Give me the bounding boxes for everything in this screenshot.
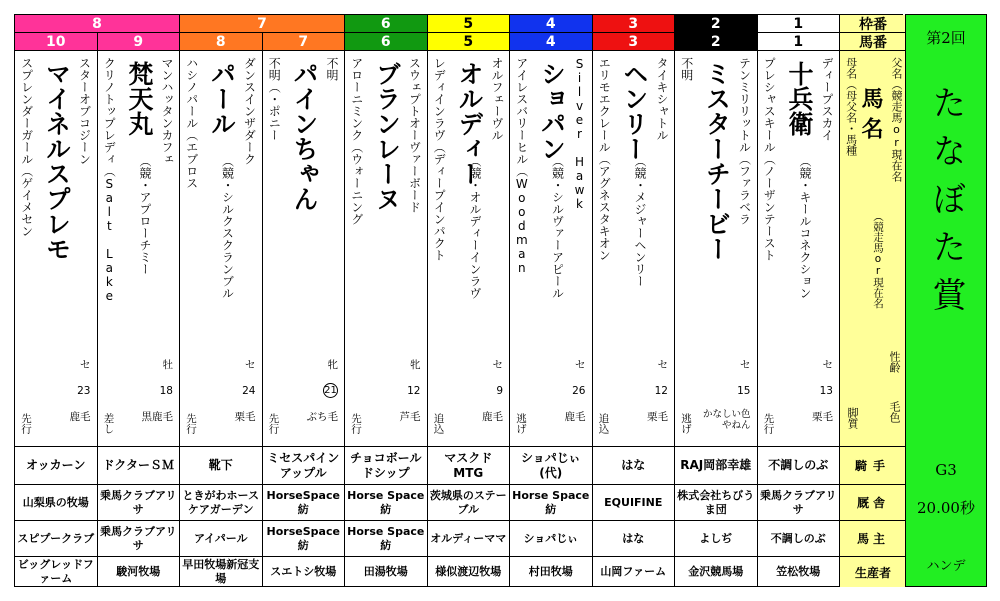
horse-father: Silver Hawk [572, 57, 587, 211]
horse-coat: 黒鹿毛 [141, 411, 173, 423]
horse-style: 先行 [185, 413, 197, 434]
umaban: 6 [345, 33, 428, 51]
umaban: 3 [593, 33, 676, 51]
jockey-cell: 靴下 [180, 447, 263, 485]
label-umaban: 馬番 [840, 33, 907, 51]
owner-cell: スピプークラブ [15, 521, 98, 557]
horse-sex: セ [492, 359, 503, 371]
horse-name: パインちゃん [290, 61, 319, 211]
horse-mother: 不明 [679, 57, 694, 81]
stable-cell: ときがわホースケアガーデン [180, 485, 263, 521]
horse-name: ブランレーヌ [372, 61, 402, 211]
stable-cell: 茨城県のステーブル [428, 485, 511, 521]
horse-column [98, 51, 181, 447]
breeder-cell: ビッグレッドファーム [15, 557, 98, 587]
horse-column [263, 51, 346, 447]
horse-style: 逃げ [515, 413, 527, 434]
horse-mother: アイレスバリーヒル（Woodman [514, 57, 529, 275]
horse-coat: 鹿毛 [482, 411, 503, 423]
horse-sex: セ [657, 359, 668, 371]
horse-mother: クリノトップレディ（Salt Lake [102, 57, 117, 303]
horse-column [758, 51, 841, 447]
waku-number: 5 [428, 15, 511, 33]
owner-cell: アイパール [180, 521, 263, 557]
breeder-cell: 様似渡辺牧場 [428, 557, 511, 587]
horse-age: 24 [242, 385, 256, 397]
label-owner: 馬主 [840, 521, 907, 557]
horse-name: オルディー [455, 61, 484, 186]
label-main [840, 51, 907, 447]
horse-mother: アローニミンク（ウォーニング [349, 57, 364, 225]
horse-name-sub: （競・オルディーインラヴ [468, 155, 482, 299]
label-breeder: 生産者 [840, 557, 907, 587]
horse-age: 18 [159, 385, 173, 397]
breeder-cell: 田湯牧場 [345, 557, 428, 587]
horse-age: 15 [737, 385, 751, 397]
race-name: たなぼた賞 [926, 85, 966, 325]
horse-column [15, 51, 98, 447]
breeder-cell: 早田牧場新冠支場 [180, 557, 263, 587]
horse-mother: スプレンダーガール（ゲイメセン [19, 57, 34, 237]
label-color: 毛色 [888, 401, 901, 423]
horse-style: 追込 [432, 413, 445, 434]
waku-number: 3 [593, 15, 676, 33]
horse-coat: 芦毛 [399, 411, 421, 423]
breeder-cell: 金沢競馬場 [675, 557, 758, 587]
jockey-cell: RAJ岡部幸雄 [675, 447, 758, 485]
waku-number: 6 [345, 15, 428, 33]
horse-style: 先行 [762, 413, 775, 434]
waku-number: 4 [510, 15, 593, 33]
horse-coat: 鹿毛 [69, 411, 91, 423]
horse-sex: セ [740, 359, 751, 371]
horse-father: ダンスインザダーク [242, 57, 257, 165]
horse-coat: 栗毛 [234, 411, 256, 423]
horse-name: マイネルスプレモ [42, 61, 72, 261]
horse-name: 梵天丸 [125, 61, 154, 136]
race-time: 20.00秒 [917, 499, 975, 517]
horse-mother: ハシノパール（エブロス [184, 57, 199, 189]
race-round: 第2回 [926, 29, 966, 47]
owner-cell: HorseSpace紡 [263, 521, 346, 557]
horse-column [180, 51, 263, 447]
breeder-cell: 村田牧場 [510, 557, 593, 587]
label-father: 父名（競走馬or現在名 [890, 57, 903, 182]
horse-style: 差し [102, 413, 115, 434]
horse-name: ショパン [537, 61, 567, 161]
umaban: 5 [428, 33, 511, 51]
waku-number: 1 [758, 15, 841, 33]
horse-column [675, 51, 758, 447]
horse-sex: セ [575, 359, 586, 371]
horse-mother: エリモエクレール（アグネスタキオン [597, 57, 612, 261]
umaban: 10 [15, 33, 98, 51]
horse-sex: 牡 [162, 359, 173, 371]
horse-column [593, 51, 676, 447]
label-style: 脚質 [846, 407, 859, 429]
horse-father: テンミリリットル（ファラベラ [737, 57, 752, 225]
horse-coat: 栗毛 [812, 411, 833, 423]
horse-name: ミスターチービー [702, 61, 732, 261]
label-sex-age: 性齢 [888, 351, 901, 373]
label-jockey: 騎手 [840, 447, 907, 485]
horse-father: スターオブコジーン [77, 57, 92, 165]
horse-age: 26 [572, 385, 586, 397]
horse-age: 13 [819, 385, 833, 397]
horse-style: 逃げ [680, 413, 692, 434]
jockey-cell: 不調しのぶ [758, 447, 841, 485]
label-horsename: 馬名 [858, 87, 883, 147]
breeder-cell: 笠松牧場 [758, 557, 841, 587]
horse-age: 9 [496, 385, 503, 397]
race-card-board [14, 14, 903, 587]
stable-cell: Horse Space紡 [510, 485, 593, 521]
age-circle: 21 [324, 385, 337, 396]
horse-name: ヘンリー [620, 61, 649, 161]
owner-cell: 不調しのぶ [758, 521, 841, 557]
race-condition: ハンデ [926, 559, 966, 574]
stable-cell: HorseSpace紡 [263, 485, 346, 521]
umaban: 1 [758, 33, 841, 51]
breeder-cell: スエトシ牧場 [263, 557, 346, 587]
waku-number: 8 [15, 15, 180, 33]
horse-name-sub: （競・シルヴァーアピール [550, 155, 565, 299]
horse-sex: セ [822, 359, 833, 371]
owner-cell: オルディーママ [428, 521, 511, 557]
horse-column [345, 51, 428, 447]
horse-age: 23 [77, 385, 91, 397]
horse-mother: 不明（・ポニー [267, 57, 282, 141]
stable-cell: Horse Space紡 [345, 485, 428, 521]
umaban: 8 [180, 33, 263, 51]
horse-age: 12 [654, 385, 668, 397]
horse-mother: レディインラヴ（ディープインパクト [432, 57, 447, 261]
horse-sex: セ [245, 359, 256, 371]
stable-cell: 山梨県の牧場 [15, 485, 98, 521]
horse-mother: プレシャスキール（ノーザンテースト [762, 57, 777, 261]
horse-name: パール [207, 61, 237, 136]
jockey-cell: ミセスパインアップル [263, 447, 346, 485]
label-waku: 枠番 [840, 15, 907, 33]
horse-coat: かなしい色やねん [702, 409, 751, 432]
horse-name-sub: （競・メジャーヘンリー [633, 155, 647, 287]
horse-coat: ぶち毛 [306, 411, 338, 423]
stable-cell: 株式会社ちびうま団 [675, 485, 758, 521]
owner-cell: よしぢ [675, 521, 758, 557]
label-mother: 母名（母父名・馬種 [844, 57, 858, 156]
horse-name-sub: （競・キールコネクション [798, 155, 812, 299]
race-info-panel [905, 14, 987, 587]
horse-father: マンハッタンカフェ [160, 57, 174, 165]
owner-cell: はな [593, 521, 676, 557]
horse-sex: セ [80, 359, 91, 371]
label-horsename-sub: （競走馬or現在名 [872, 211, 884, 309]
horse-father: スウェプトオーヴァーボード [407, 57, 422, 213]
owner-cell: Horse Space紡 [345, 521, 428, 557]
stable-cell: 乗馬クラブアリサ [98, 485, 181, 521]
horse-column [510, 51, 593, 447]
jockey-cell: オッカーン [15, 447, 98, 485]
race-grade: G3 [935, 461, 957, 479]
horse-coat: 栗毛 [647, 411, 668, 423]
jockey-cell: ドクターＳＭ [98, 447, 181, 485]
horse-name-sub: （競・アプローチミー [138, 155, 152, 275]
horse-age: 12 [407, 385, 421, 397]
horse-name: 十兵衛 [785, 61, 814, 136]
label-stable: 厩舎 [840, 485, 907, 521]
horse-sex: 牝 [327, 359, 338, 371]
jockey-cell: ショパじぃ(代) [510, 447, 593, 485]
horse-father: ディープスカイ [820, 57, 834, 141]
horse-column [428, 51, 511, 447]
horse-style: 追込 [597, 413, 610, 434]
horse-age [323, 383, 338, 398]
horse-style: 先行 [350, 413, 362, 434]
horse-name-sub: （競・シルクスクランブル [220, 155, 235, 299]
waku-number: 2 [675, 15, 758, 33]
horse-coat: 鹿毛 [564, 411, 586, 423]
owner-cell: 乗馬クラブアリサ [98, 521, 181, 557]
horse-father: タイキシャトル [655, 57, 669, 141]
owner-cell: ショパじぃ [510, 521, 593, 557]
horse-style: 先行 [20, 413, 32, 434]
horse-father: 不明 [325, 57, 339, 81]
jockey-cell: マスクドMTG [428, 447, 511, 485]
jockey-cell: はな [593, 447, 676, 485]
stable-cell: EQUIFINE [593, 485, 676, 521]
waku-number: 7 [180, 15, 345, 33]
breeder-cell: 山岡ファーム [593, 557, 676, 587]
umaban: 4 [510, 33, 593, 51]
umaban: 2 [675, 33, 758, 51]
horse-style: 先行 [267, 413, 280, 434]
jockey-cell: チョコボールドシップ [345, 447, 428, 485]
horse-sex: 牝 [410, 359, 421, 371]
umaban: 7 [263, 33, 346, 51]
stable-cell: 乗馬クラブアリサ [758, 485, 841, 521]
umaban: 9 [98, 33, 181, 51]
horse-father: オルフェーヴル [490, 57, 504, 141]
breeder-cell: 駿河牧場 [98, 557, 181, 587]
